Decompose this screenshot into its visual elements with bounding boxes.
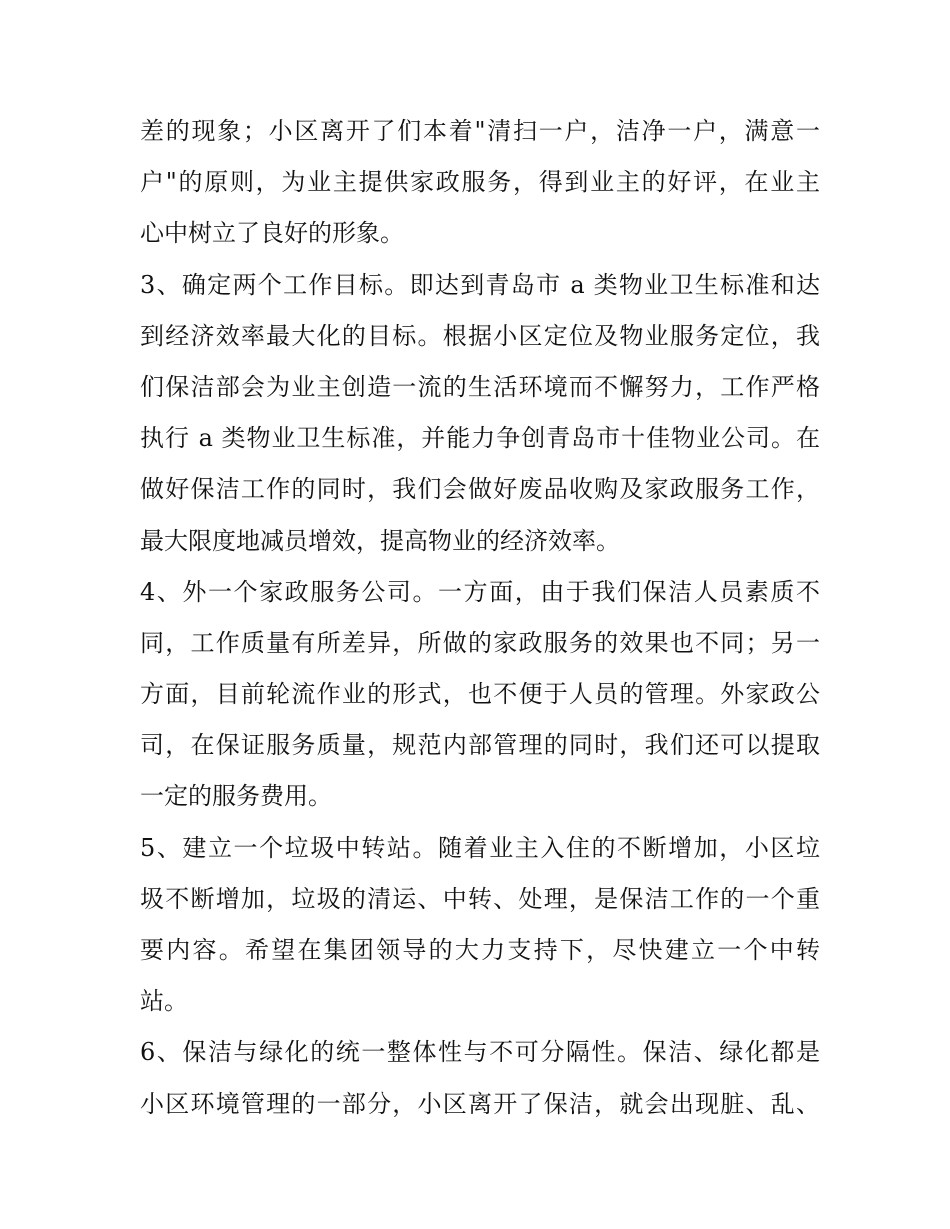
text-line: 6、保洁与绿化的统一整体性与不可分隔性。保洁、绿化都是 — [140, 1038, 820, 1067]
text-line: 同，工作质量有所差异，所做的家政服务的效果也不同；另一 — [140, 628, 820, 657]
text-line: 心中树立了良好的形象。 — [140, 219, 404, 248]
text-line: 到经济效率最大化的目标。根据小区定位及物业服务定位，我 — [140, 321, 820, 350]
text-line: 方面，目前轮流作业的形式，也不便于人员的管理。外家政公 — [140, 680, 820, 709]
document-body — [140, 106, 820, 1130]
text-line: 们保洁部会为业主创造一流的生活环境而不懈努力，工作严格 — [140, 372, 820, 401]
text-line: 执行 a 类物业卫生标准，并能力争创青岛市十佳物业公司。在 — [140, 424, 820, 453]
text-line: 差的现象；小区离开了们本着"清扫一户，洁净一户，满意一 — [140, 117, 820, 145]
text-line: 做好保洁工作的同时，我们会做好废品收购及家政服务工作， — [140, 475, 820, 504]
text-line: 4、外一个家政服务公司。一方面，由于我们保洁人员素质不 — [140, 577, 820, 606]
text-line: 一定的服务费用。 — [140, 782, 332, 811]
text-line: 户"的原则，为业主提供家政服务，得到业主的好评，在业主 — [140, 168, 820, 197]
text-line: 司，在保证服务质量，规范内部管理的同时，我们还可以提取 — [140, 731, 820, 760]
text-line: 3、确定两个工作目标。即达到青岛市 a 类物业卫生标准和达 — [140, 270, 820, 299]
text-line: 圾不断增加，垃圾的清运、中转、处理，是保洁工作的一个重 — [140, 884, 820, 913]
text-line: 小区环境管理的一部分，小区离开了保洁，就会出现脏、乱、 — [140, 1089, 820, 1118]
text-line: 要内容。希望在集团领导的大力支持下，尽快建立一个中转 — [140, 936, 820, 964]
text-line: 站。 — [140, 987, 188, 1016]
text-line: 5、建立一个垃圾中转站。随着业主入住的不断增加，小区垃 — [140, 833, 820, 862]
text-line: 最大限度地减员增效，提高物业的经济效率。 — [140, 526, 620, 555]
